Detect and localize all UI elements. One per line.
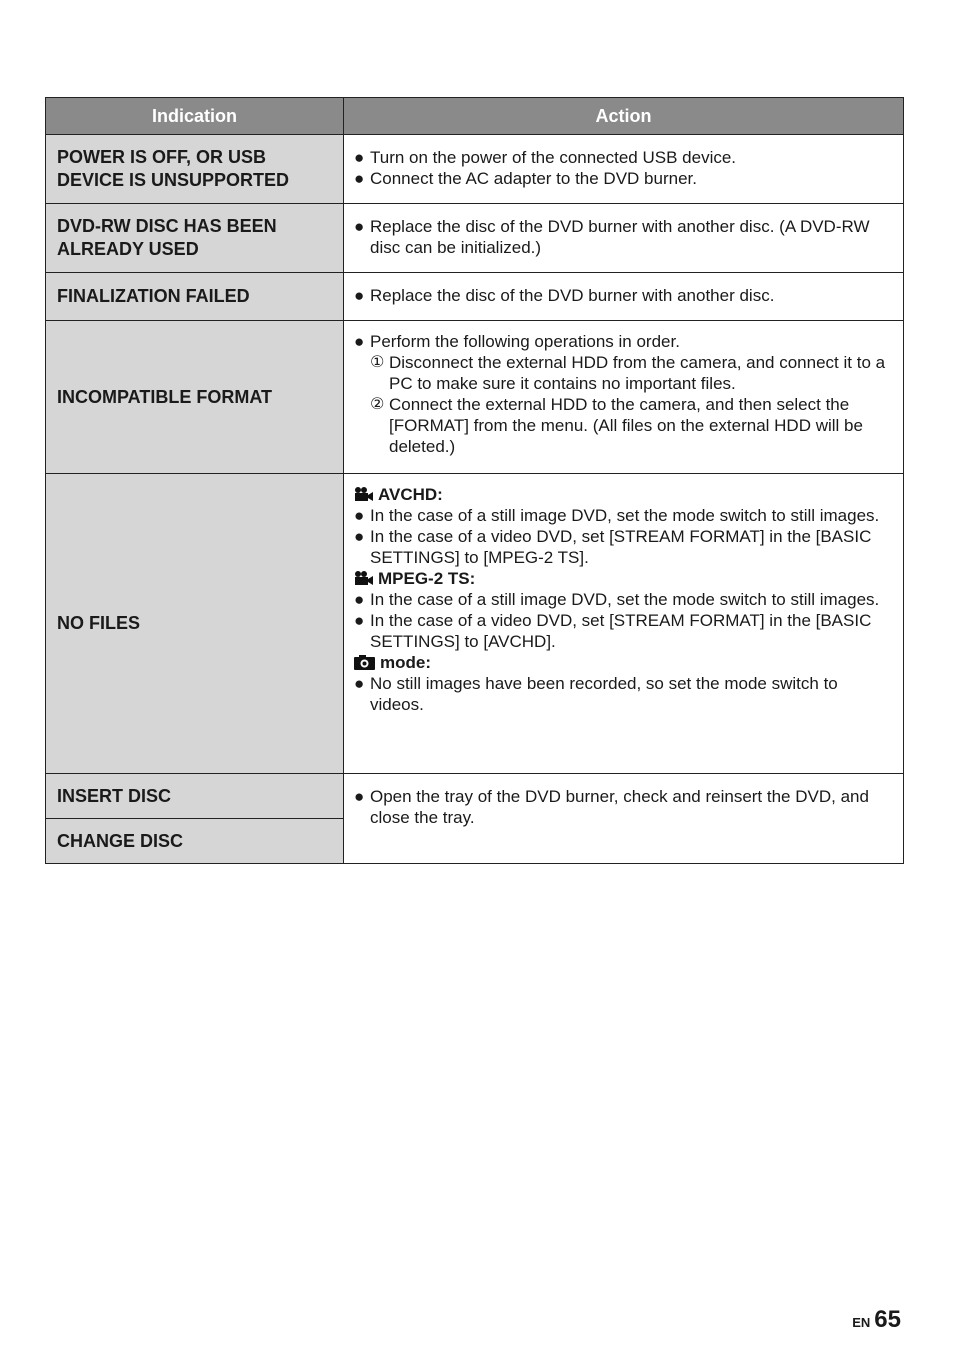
bullet: ●	[354, 506, 365, 525]
indication-cell: INCOMPATIBLE FORMAT	[46, 321, 344, 474]
page-number	[852, 1306, 901, 1334]
indication-cell: CHANGE DISC	[46, 819, 344, 864]
step-item: ① Disconnect the external HDD from the camera, and connect it to a PC to make sure it contains no important files.	[370, 353, 886, 393]
table-row	[46, 321, 904, 474]
list-item: ● In the case of a still image DVD, set the mode switch to still images.	[354, 506, 880, 525]
table-header-row	[46, 98, 904, 135]
table-row	[46, 273, 904, 321]
indication-cell: NO FILES	[46, 474, 344, 774]
list-item: ● Replace the disc of the DVD burner with another disc.	[354, 285, 775, 305]
list-item: ● In the case of a video DVD, set [STREAM FORMAT] in the [BASIC SETTINGS] to [AVCHD].	[354, 611, 872, 651]
language-code: EN	[852, 1315, 871, 1330]
bullet: ●	[354, 332, 365, 351]
list-item: ● Replace the disc of the DVD burner with another disc. (A DVD-RW disc can be initialized.)	[354, 216, 870, 257]
list-item: ● No still images have been recorded, so set the mode switch to videos.	[354, 674, 838, 714]
section-heading: AVCHD:	[354, 484, 893, 505]
troubleshooting-table	[45, 97, 904, 864]
action-cell	[344, 273, 904, 321]
section-heading: mode:	[354, 652, 893, 673]
list-item: ● In the case of a still image DVD, set the mode switch to still images.	[354, 590, 880, 609]
table-row	[46, 774, 904, 819]
bullet: ●	[354, 147, 365, 167]
action-cell	[344, 135, 904, 204]
action-cell	[344, 321, 904, 474]
bullet: ●	[354, 168, 365, 188]
page-number-value: 65	[874, 1306, 901, 1333]
table-row	[46, 474, 904, 774]
list-item: ● In the case of a video DVD, set [STREAM FORMAT] in the [BASIC SETTINGS] to [MPEG-2 TS].	[354, 527, 872, 567]
indication-cell: INSERT DISC	[46, 774, 344, 819]
step-item: ② Connect the external HDD to the camera, and then select the [FORMAT] from the menu. (All files on the external HDD will be deleted.)	[370, 395, 863, 456]
still-camera-icon	[354, 655, 376, 670]
table-row	[46, 135, 904, 204]
bullet: ●	[354, 611, 365, 630]
indication-cell: POWER IS OFF, OR USB DEVICE IS UNSUPPORTED	[46, 135, 344, 204]
bullet: ●	[354, 787, 365, 806]
video-camera-icon	[354, 571, 374, 586]
step-number: ②	[370, 396, 385, 413]
action-cell	[344, 774, 904, 864]
bullet: ●	[354, 590, 365, 609]
action-cell	[344, 204, 904, 273]
list-item: ● Open the tray of the DVD burner, check and reinsert the DVD, and close the tray.	[354, 787, 869, 827]
header-action: Action	[344, 98, 904, 135]
list-item: ● Connect the AC adapter to the DVD burner.	[354, 168, 697, 188]
indication-cell: FINALIZATION FAILED	[46, 273, 344, 321]
header-indication: Indication	[46, 98, 344, 135]
step-number: ①	[370, 354, 385, 371]
table-row	[46, 204, 904, 273]
bullet: ●	[354, 527, 365, 546]
action-cell	[344, 474, 904, 774]
list-item: ● Turn on the power of the connected USB device.	[354, 147, 737, 167]
list-item: ● Perform the following operations in order.	[354, 332, 680, 351]
section-heading: MPEG-2 TS:	[354, 568, 893, 589]
indication-cell: DVD-RW DISC HAS BEEN ALREADY USED	[46, 204, 344, 273]
bullet: ●	[354, 674, 365, 693]
bullet: ●	[354, 216, 365, 236]
video-camera-icon	[354, 487, 374, 502]
bullet: ●	[354, 285, 365, 305]
